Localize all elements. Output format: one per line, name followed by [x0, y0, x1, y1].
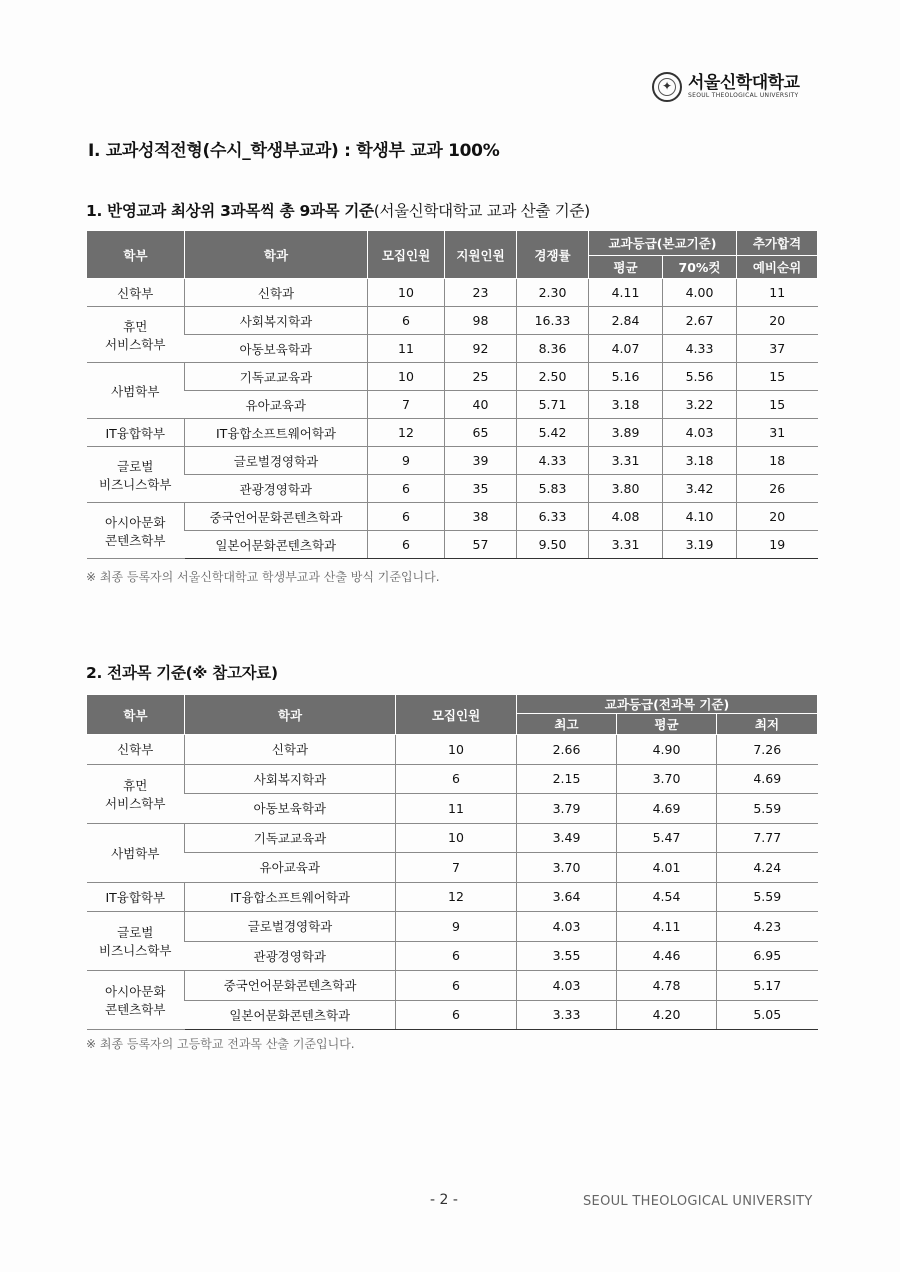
footer-university-name: SEOUL THEOLOGICAL UNIVERSITY [583, 1194, 813, 1209]
header-grade-avg: 평균 [589, 256, 663, 279]
cut70-cell: 3.42 [663, 475, 737, 503]
table-row [87, 794, 818, 824]
rank-cell: 31 [737, 419, 818, 447]
ratio-cell: 8.36 [517, 335, 589, 363]
division-cell: 사범학부 [87, 363, 185, 419]
quota-cell: 11 [396, 794, 517, 824]
cut70-cell: 3.22 [663, 391, 737, 419]
header-best: 최고 [517, 714, 617, 735]
worst-cell: 5.59 [717, 882, 818, 912]
quota-cell: 6 [368, 503, 445, 531]
department-cell: 신학과 [185, 279, 368, 307]
section1-note: ※ 최종 등록자의 서울신학대학교 학생부교과 산출 방식 기준입니다. [86, 570, 440, 584]
ratio-cell: 5.42 [517, 419, 589, 447]
division-cell: 글로벌 비즈니스학부 [87, 912, 185, 971]
rank-cell: 37 [737, 335, 818, 363]
cut70-cell: 2.67 [663, 307, 737, 335]
avg-cell: 4.11 [617, 912, 717, 942]
quota-cell: 6 [396, 941, 517, 971]
header-grade-group: 교과등급(전과목 기준) [517, 695, 818, 714]
department-cell: 중국언어문화콘텐츠학과 [185, 503, 368, 531]
worst-cell: 4.24 [717, 853, 818, 883]
header-ratio: 경쟁률 [517, 231, 589, 279]
avg-cell: 3.18 [589, 391, 663, 419]
division-cell: IT융합학부 [87, 882, 185, 912]
header-extra-line1: 추가합격 [737, 231, 818, 256]
applicants-cell: 25 [445, 363, 517, 391]
table-row [87, 823, 818, 853]
division-cell: 신학부 [87, 279, 185, 307]
rank-cell: 15 [737, 391, 818, 419]
quota-cell: 6 [396, 971, 517, 1001]
table-row [87, 735, 818, 765]
table-row [87, 853, 818, 883]
best-cell: 3.64 [517, 882, 617, 912]
department-cell: 기독교교육과 [185, 363, 368, 391]
applicants-cell: 40 [445, 391, 517, 419]
header-department: 학과 [185, 231, 368, 279]
division-cell: 사범학부 [87, 823, 185, 882]
best-cell: 3.49 [517, 823, 617, 853]
table-row [87, 475, 818, 503]
header-division: 학부 [87, 695, 185, 735]
department-cell: 유아교육과 [185, 391, 368, 419]
avg-cell: 4.01 [617, 853, 717, 883]
cut70-cell: 3.19 [663, 531, 737, 559]
ratio-cell: 5.83 [517, 475, 589, 503]
logo-english-name: SEOUL THEOLOGICAL UNIVERSITY [688, 92, 799, 99]
applicants-cell: 65 [445, 419, 517, 447]
rank-cell: 20 [737, 503, 818, 531]
page-title: Ⅰ. 교과성적전형(수시_학생부교과) : 학생부 교과 100% [88, 141, 500, 161]
quota-cell: 10 [396, 735, 517, 765]
avg-cell: 3.89 [589, 419, 663, 447]
department-cell: 관광경영학과 [185, 941, 396, 971]
university-seal-icon [652, 72, 682, 102]
avg-cell: 4.07 [589, 335, 663, 363]
quota-cell: 10 [368, 279, 445, 307]
avg-cell: 4.08 [589, 503, 663, 531]
section2-note: ※ 최종 등록자의 고등학교 전과목 산출 기준입니다. [86, 1037, 355, 1051]
department-cell: 관광경영학과 [185, 475, 368, 503]
avg-cell: 2.84 [589, 307, 663, 335]
header-worst: 최저 [717, 714, 818, 735]
table-row [87, 307, 818, 335]
quota-cell: 11 [368, 335, 445, 363]
section1-title-bold: 1. 반영교과 최상위 3과목씩 총 9과목 기준 [86, 202, 374, 220]
university-logo [652, 72, 799, 102]
quota-cell: 6 [396, 764, 517, 794]
header-avg: 평균 [617, 714, 717, 735]
section1-title-note: (서울신학대학교 교과 산출 기준) [373, 202, 590, 220]
avg-cell: 5.16 [589, 363, 663, 391]
ratio-cell: 16.33 [517, 307, 589, 335]
quota-cell: 6 [368, 475, 445, 503]
table-row [87, 335, 818, 363]
quota-cell: 10 [368, 363, 445, 391]
table-row [87, 391, 818, 419]
table-row [87, 912, 818, 942]
table-row [87, 971, 818, 1001]
section2-title: 2. 전과목 기준(※ 참고자료) [86, 664, 278, 682]
table-row [87, 531, 818, 559]
applicants-cell: 23 [445, 279, 517, 307]
ratio-cell: 4.33 [517, 447, 589, 475]
department-cell: 글로벌경영학과 [185, 447, 368, 475]
department-cell: 아동보육학과 [185, 794, 396, 824]
avg-cell: 4.78 [617, 971, 717, 1001]
ratio-cell: 5.71 [517, 391, 589, 419]
section1-title [86, 199, 590, 221]
worst-cell: 5.05 [717, 1000, 818, 1030]
worst-cell: 7.77 [717, 823, 818, 853]
avg-cell: 4.46 [617, 941, 717, 971]
rank-cell: 18 [737, 447, 818, 475]
division-cell: 신학부 [87, 735, 185, 765]
best-cell: 3.55 [517, 941, 617, 971]
applicants-cell: 35 [445, 475, 517, 503]
department-cell: 일본어문화콘텐츠학과 [185, 1000, 396, 1030]
applicants-cell: 39 [445, 447, 517, 475]
header-quota: 모집인원 [368, 231, 445, 279]
quota-cell: 6 [368, 307, 445, 335]
section1-table [86, 230, 818, 559]
table-row [87, 503, 818, 531]
applicants-cell: 98 [445, 307, 517, 335]
worst-cell: 7.26 [717, 735, 818, 765]
avg-cell: 3.31 [589, 531, 663, 559]
header-department: 학과 [185, 695, 396, 735]
division-cell: 글로벌 비즈니스학부 [87, 447, 185, 503]
quota-cell: 6 [368, 531, 445, 559]
header-grade-70: 70%컷 [663, 256, 737, 279]
header-applicants: 지원인원 [445, 231, 517, 279]
cut70-cell: 4.00 [663, 279, 737, 307]
division-cell: 휴먼 서비스학부 [87, 764, 185, 823]
department-cell: 사회복지학과 [185, 764, 396, 794]
section2-table [86, 694, 818, 1030]
rank-cell: 20 [737, 307, 818, 335]
page-number: - 2 - [430, 1192, 458, 1208]
worst-cell: 5.17 [717, 971, 818, 1001]
department-cell: IT융합소프트웨어학과 [185, 419, 368, 447]
avg-cell: 4.54 [617, 882, 717, 912]
avg-cell: 4.90 [617, 735, 717, 765]
ratio-cell: 9.50 [517, 531, 589, 559]
table-row [87, 279, 818, 307]
rank-cell: 26 [737, 475, 818, 503]
ratio-cell: 2.30 [517, 279, 589, 307]
department-cell: 사회복지학과 [185, 307, 368, 335]
cut70-cell: 4.33 [663, 335, 737, 363]
quota-cell: 12 [396, 882, 517, 912]
cut70-cell: 4.10 [663, 503, 737, 531]
applicants-cell: 57 [445, 531, 517, 559]
avg-cell: 3.80 [589, 475, 663, 503]
avg-cell: 5.47 [617, 823, 717, 853]
worst-cell: 4.23 [717, 912, 818, 942]
quota-cell: 9 [368, 447, 445, 475]
avg-cell: 4.69 [617, 794, 717, 824]
logo-korean-name: 서울신학대학교 [688, 73, 800, 93]
rank-cell: 19 [737, 531, 818, 559]
department-cell: 글로벌경영학과 [185, 912, 396, 942]
header-quota: 모집인원 [396, 695, 517, 735]
division-cell: 휴먼 서비스학부 [87, 307, 185, 363]
table-row [87, 941, 818, 971]
division-cell: 아시아문화 콘텐츠학부 [87, 503, 185, 559]
division-cell: 아시아문화 콘텐츠학부 [87, 971, 185, 1030]
header-extra-line2: 예비순위 [737, 256, 818, 279]
header-grade-group: 교과등급(본교기준) [589, 231, 737, 256]
worst-cell: 6.95 [717, 941, 818, 971]
division-cell: IT융합학부 [87, 419, 185, 447]
department-cell: 신학과 [185, 735, 396, 765]
department-cell: 기독교교육과 [185, 823, 396, 853]
rank-cell: 15 [737, 363, 818, 391]
cut70-cell: 3.18 [663, 447, 737, 475]
department-cell: IT융합소프트웨어학과 [185, 882, 396, 912]
department-cell: 중국언어문화콘텐츠학과 [185, 971, 396, 1001]
table-row [87, 882, 818, 912]
table-row [87, 419, 818, 447]
table-row [87, 363, 818, 391]
best-cell: 4.03 [517, 971, 617, 1001]
quota-cell: 10 [396, 823, 517, 853]
best-cell: 3.79 [517, 794, 617, 824]
department-cell: 아동보육학과 [185, 335, 368, 363]
ratio-cell: 6.33 [517, 503, 589, 531]
table-row [87, 764, 818, 794]
cut70-cell: 5.56 [663, 363, 737, 391]
worst-cell: 5.59 [717, 794, 818, 824]
applicants-cell: 38 [445, 503, 517, 531]
best-cell: 2.15 [517, 764, 617, 794]
quota-cell: 7 [368, 391, 445, 419]
best-cell: 4.03 [517, 912, 617, 942]
cut70-cell: 4.03 [663, 419, 737, 447]
department-cell: 유아교육과 [185, 853, 396, 883]
applicants-cell: 92 [445, 335, 517, 363]
best-cell: 3.33 [517, 1000, 617, 1030]
table-row [87, 447, 818, 475]
best-cell: 2.66 [517, 735, 617, 765]
avg-cell: 3.70 [617, 764, 717, 794]
quota-cell: 7 [396, 853, 517, 883]
quota-cell: 12 [368, 419, 445, 447]
department-cell: 일본어문화콘텐츠학과 [185, 531, 368, 559]
table-row [87, 1000, 818, 1030]
worst-cell: 4.69 [717, 764, 818, 794]
best-cell: 3.70 [517, 853, 617, 883]
avg-cell: 4.20 [617, 1000, 717, 1030]
rank-cell: 11 [737, 279, 818, 307]
quota-cell: 9 [396, 912, 517, 942]
ratio-cell: 2.50 [517, 363, 589, 391]
header-division: 학부 [87, 231, 185, 279]
avg-cell: 4.11 [589, 279, 663, 307]
avg-cell: 3.31 [589, 447, 663, 475]
quota-cell: 6 [396, 1000, 517, 1030]
